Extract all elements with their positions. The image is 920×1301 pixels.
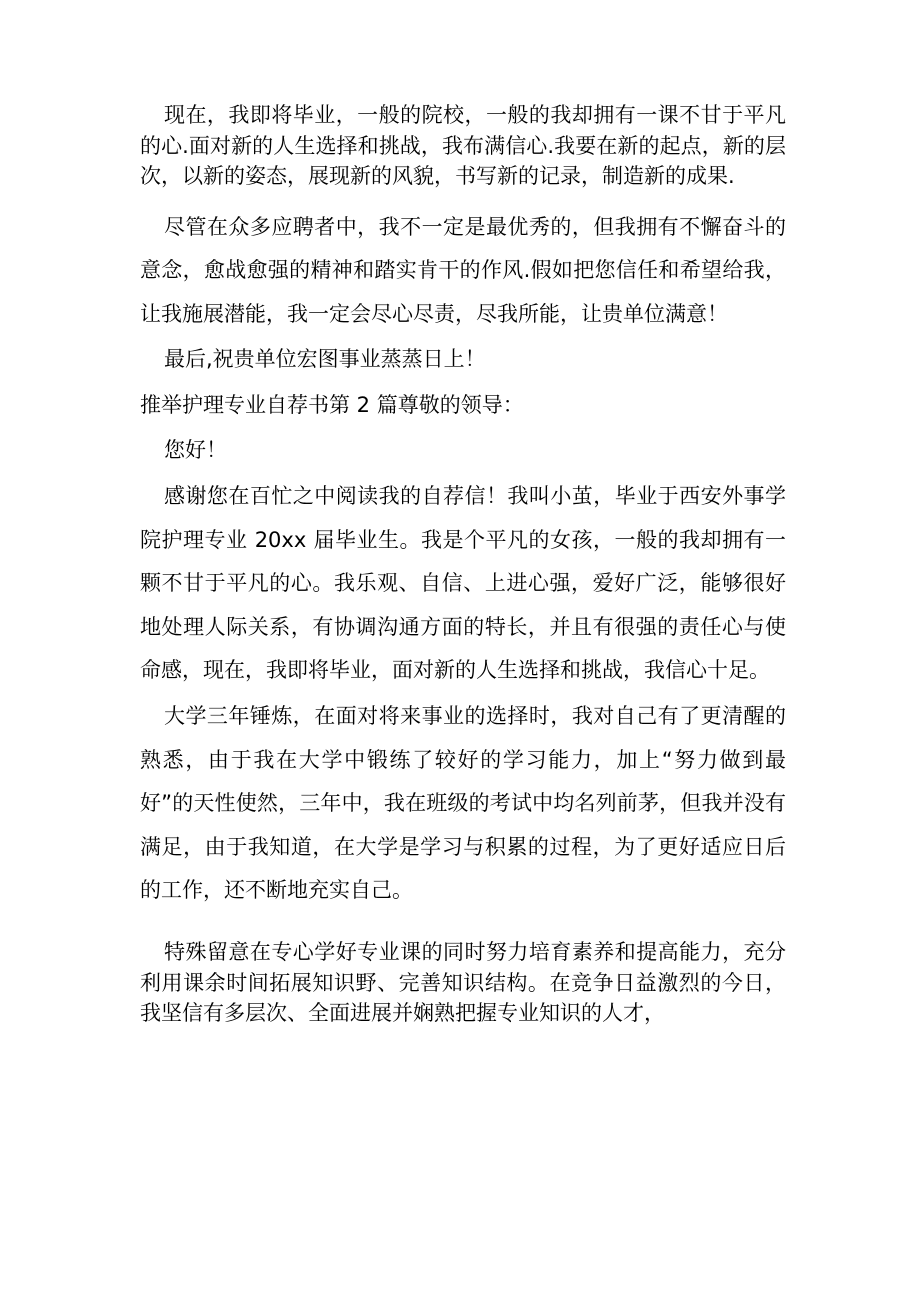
paragraph-closing-wish: 最后,祝贵单位宏图事业蒸蒸日上！ — [164, 347, 486, 372]
paragraph-applicant: 尽管在众多应聘者中，我不一定是最优秀的，但我拥有不懈奋斗的意念，愈战愈强的精神和踏实肯干的作风.假如把您信任和希望给我，让我施展潜能，我一定会尽心尽责，尽我所能，让贵单位满意！ — [140, 214, 786, 326]
paragraph-greeting: 您好！ — [164, 438, 227, 463]
paragraph-study: 特殊留意在专心学好专业课的同时努力培育素养和提高能力，充分利用课余时间拓展知识野、完善知识结构。在竞争日益激烈的今日，我坚信有多层次、全面进展并娴熟把握专业知识的人才， — [140, 940, 786, 1025]
document-page — [140, 100, 786, 1029]
paragraph-graduation: 现在，我即将毕业，一般的院校，一般的我却拥有一课不甘于平凡的心.面对新的人生选择和挑战，我布满信心.我要在新的起点，新的层次，以新的姿态，展现新的风貌，书写新的记录，制造新的成果. — [140, 103, 786, 188]
paragraph-university: 大学三年锤炼，在面对将来事业的选择时，我对自己有了更清醒的熟悉，由于我在大学中锻练了较好的学习能力，加上“努力做到最好”的天性使然，三年中，我在班级的考试中均名列前茅，但我并没有满足，由于我知道，在大学是学习与积累的过程，为了更好适应日后的工作，还不断地充实自己。 — [140, 704, 786, 903]
section-heading: 推举护理专业自荐书第 2 篇尊敬的领导： — [140, 392, 524, 417]
paragraph-introduction: 感谢您在百忙之中阅读我的自荐信！我叫小茧，毕业于西安外事学院护理专业 20xx 届毕业生。我是个平凡的女孩，一般的我却拥有一颗不甘于平凡的心。我乐观、自信、上进心强，爱好广泛，能够很好地处理人际关系，有协调沟通方面的特长，并且有很强的责任心与使命感，现在，我即将毕业，面对新的人生选择和挑战，我信心十足。 — [140, 484, 786, 683]
